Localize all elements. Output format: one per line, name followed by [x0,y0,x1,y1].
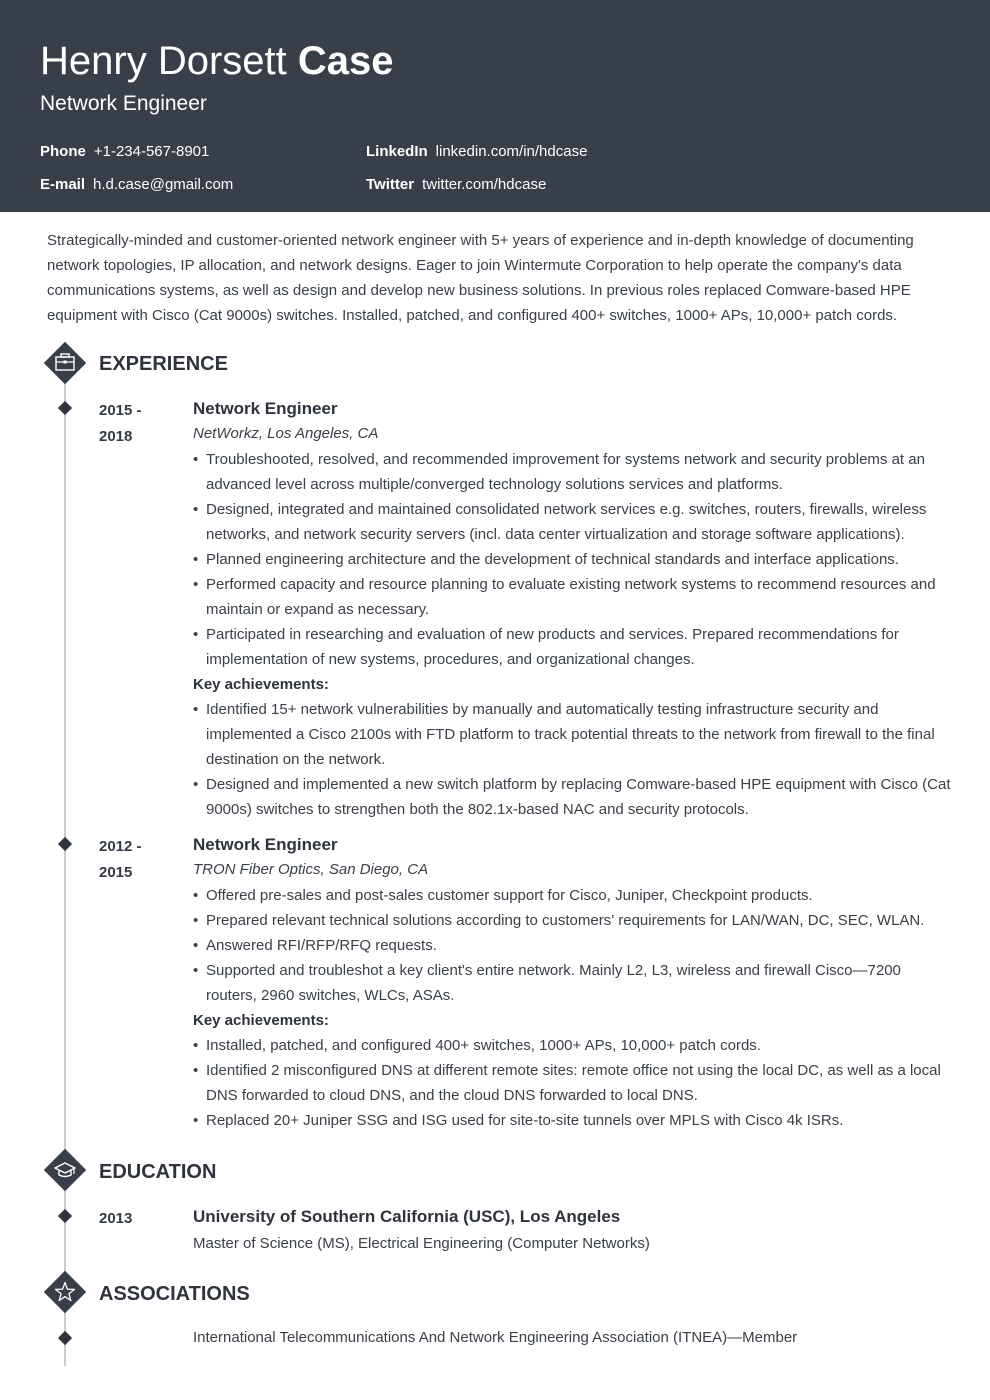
job-duties-list [193,447,953,672]
summary-paragraph: Strategically-minded and customer-oriented network engineer with 5+ years of experience and in-depth knowledge of documenting network topologies, IP allocation, and network designs. Eager to join Wintermute Corporation to help operate the company's data communications systems, as well as design and develop new business solutions. In previous roles replaced Comware-based HPE equipment with Cisco (Cat 9000s) switches. Installed, patched, and configured 400+ switches, 1000+ APs, 10,000+ patch cords. [47,232,914,324]
contact-phone [40,143,209,161]
list-item: • Troubleshooted, resolved, and recommended improvement for systems network and security problems at an advanced level across multiple/converged technology solutions services and platforms. [193,447,953,497]
last-name: Case [297,39,394,83]
education-degree: Master of Science (MS), Electrical Engineering (Computer Networks) [193,1235,650,1252]
timeline-dot [58,1209,72,1223]
achievements-list [193,1033,953,1133]
list-item: • Identified 2 misconfigured DNS at different remote sites: remote office not using the local DC, as well as a local DNS forwarded to cloud DNS, and the cloud DNS forwarded to local DNS. [193,1058,953,1108]
star-icon [43,1270,87,1314]
twitter-value[interactable]: twitter.com/hdcase [422,176,547,193]
job-title: Network Engineer [193,835,338,854]
job-company: TRON Fiber Optics, San Diego, CA [193,861,429,878]
timeline-dot [58,837,72,851]
linkedin-label: LinkedIn [366,143,428,160]
list-item: • Offered pre-sales and post-sales customer support for Cisco, Juniper, Checkpoint products. [193,883,953,908]
graduation-cap-icon [43,1148,87,1192]
resume-header [0,0,990,212]
job-title: Network Engineer [193,399,338,418]
education-school: University of Southern California (USC), Los Angeles [193,1207,621,1226]
experience-heading: EXPERIENCE [99,353,228,375]
phone-value: +1-234-567-8901 [93,143,210,160]
list-item: • Designed, integrated and maintained consolidated network services e.g. switches, routers, firewalls, wireless networks, and network security servers (incl. data center virtualization and storage software applications). [193,497,953,547]
job-entry [193,397,953,822]
list-item: • Supported and troubleshot a key client's entire network. Mainly L2, L3, wireless and firewall Cisco—7200 routers, 2960 switches, WLCs, ASAs. [193,958,953,1008]
email-value[interactable]: h.d.case@gmail.com [93,176,234,193]
job-dates: 2015 - 2018 [99,402,142,445]
briefcase-icon [43,341,87,385]
job-company: NetWorkz, Los Angeles, CA [193,425,379,442]
candidate-role: Network Engineer [40,92,207,115]
contact-twitter [366,176,546,194]
list-item: • Performed capacity and resource planning to evaluate existing network systems to recommend resources and maintain or expand as necessary. [193,572,953,622]
timeline-dot [58,401,72,415]
email-label: E-mail [40,176,86,193]
association-item: International Telecommunications And Network Engineering Association (ITNEA)—Member [193,1329,798,1346]
list-item: • Installed, patched, and configured 400+ switches, 1000+ APs, 10,000+ patch cords. [193,1033,953,1058]
twitter-label: Twitter [366,176,415,193]
list-item: • Designed and implemented a new switch platform by replacing Comware-based HPE equipment with Cisco (Cat 9000s) switches to strengthen both the 802.1x-based NAC and security protocols. [193,772,953,822]
list-item: • Participated in researching and evaluation of new products and services. Prepared recommendations for implementation of new systems, procedures, and organizational changes. [193,622,953,672]
list-item: • Identified 15+ network vulnerabilities by manually and automatically testing infrastructure security and implemented a Cisco 2100s with FTD platform to track potential threats to the network from firewall to the final destination on the network. [193,697,953,772]
phone-label: Phone [40,143,86,160]
first-name: Henry Dorsett [40,39,287,83]
contact-linkedin [366,143,587,161]
list-item: • Prepared relevant technical solutions according to customers' requirements for LAN/WAN, DC, SEC, WLAN. [193,908,953,933]
job-entry [193,833,953,1133]
job-duties-list [193,883,953,1008]
education-heading: EDUCATION [99,1161,217,1183]
list-item: • Answered RFI/RFP/RFQ requests. [193,933,953,958]
contact-email [40,176,233,194]
list-item: • Replaced 20+ Juniper SSG and ISG used for site-to-site tunnels over MPLS with Cisco 4k ISRs. [193,1108,953,1133]
achievements-list [193,697,953,822]
key-achievements-label: Key achievements: [193,1012,329,1029]
job-dates: 2012 - 2015 [99,838,142,881]
candidate-name [40,38,394,84]
linkedin-value[interactable]: linkedin.com/in/hdcase [435,143,588,160]
associations-heading: ASSOCIATIONS [99,1283,250,1305]
timeline-dot [58,1331,72,1345]
list-item: • Planned engineering architecture and the development of technical standards and interface applications. [193,547,953,572]
education-year: 2013 [99,1210,133,1227]
key-achievements-label: Key achievements: [193,676,329,693]
